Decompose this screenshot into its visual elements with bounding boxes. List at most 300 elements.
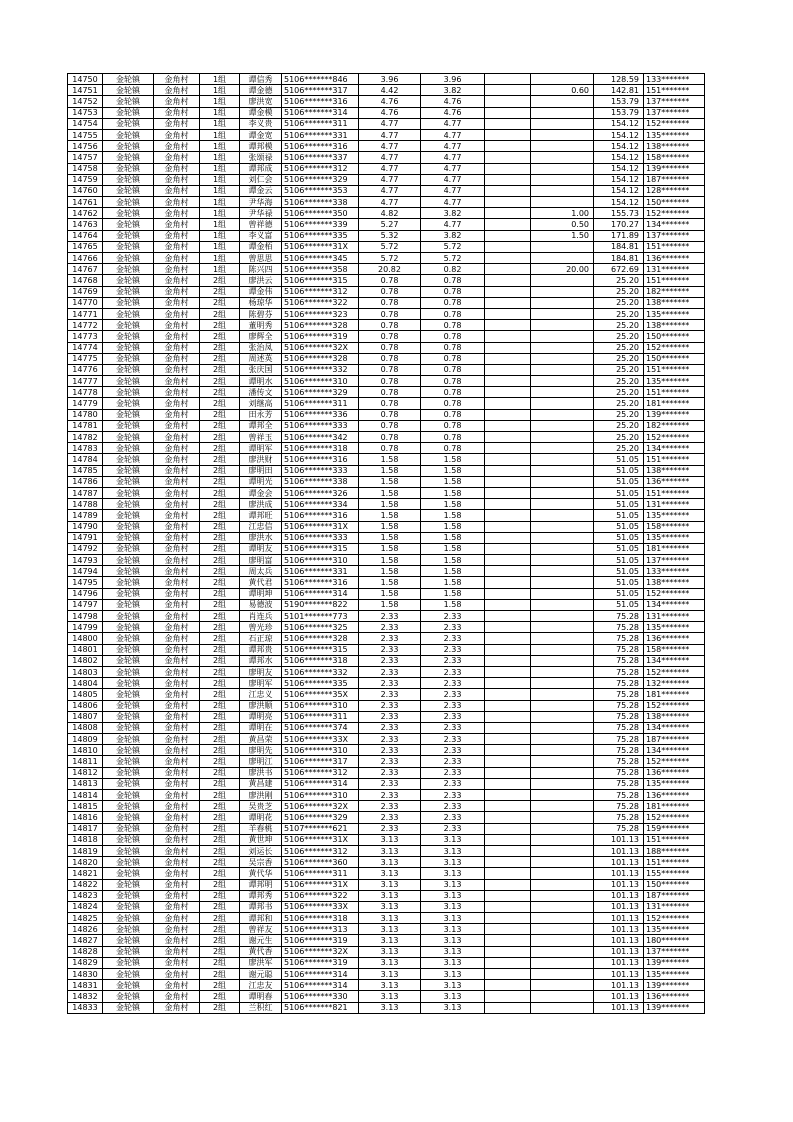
cell-group: 1组	[200, 163, 240, 174]
cell-area-c	[531, 331, 594, 342]
cell-group: 2组	[200, 1002, 240, 1013]
cell-phone: 139*******	[644, 980, 705, 991]
cell-area-c	[531, 969, 594, 980]
cell-town: 金轮镇	[103, 432, 154, 443]
cell-group: 1组	[200, 107, 240, 118]
cell-amount: 75.28	[594, 790, 644, 801]
cell-area-b	[485, 778, 531, 789]
cell-town: 金轮镇	[103, 129, 154, 140]
cell-name: 张治凤	[240, 342, 282, 353]
cell-area-a: 0.78	[421, 297, 485, 308]
cell-name: 廖洪书	[240, 767, 282, 778]
cell-phone: 136*******	[644, 991, 705, 1002]
cell-town: 金轮镇	[103, 241, 154, 252]
cell-id-number: 5106*******31X	[282, 834, 359, 845]
cell-total-area: 0.78	[359, 364, 421, 375]
cell-village: 金角村	[154, 342, 200, 353]
cell-amount: 25.20	[594, 420, 644, 431]
cell-area-a: 4.77	[421, 141, 485, 152]
cell-phone: 132*******	[644, 678, 705, 689]
table-row	[68, 935, 705, 946]
cell-row-number: 14784	[68, 454, 103, 465]
cell-group: 2组	[200, 666, 240, 677]
cell-total-area: 1.58	[359, 465, 421, 476]
cell-phone: 128*******	[644, 185, 705, 196]
cell-total-area: 0.78	[359, 387, 421, 398]
cell-village: 金角村	[154, 957, 200, 968]
cell-town: 金轮镇	[103, 331, 154, 342]
cell-town: 金轮镇	[103, 253, 154, 264]
cell-area-c	[531, 96, 594, 107]
cell-area-b	[485, 320, 531, 331]
cell-row-number: 14830	[68, 969, 103, 980]
cell-village: 金角村	[154, 129, 200, 140]
cell-area-c	[531, 197, 594, 208]
table-row	[68, 588, 705, 599]
cell-total-area: 2.33	[359, 722, 421, 733]
cell-row-number: 14824	[68, 901, 103, 912]
table-row	[68, 644, 705, 655]
cell-area-b	[485, 510, 531, 521]
cell-village: 金角村	[154, 230, 200, 241]
cell-area-a: 2.33	[421, 711, 485, 722]
cell-area-a: 2.33	[421, 611, 485, 622]
cell-group: 2组	[200, 924, 240, 935]
cell-village: 金角村	[154, 107, 200, 118]
cell-area-a: 3.82	[421, 230, 485, 241]
cell-area-c	[531, 868, 594, 879]
cell-name: 张庆国	[240, 364, 282, 375]
cell-town: 金轮镇	[103, 185, 154, 196]
cell-group: 1组	[200, 118, 240, 129]
cell-id-number: 5106*******374	[282, 722, 359, 733]
cell-total-area: 2.33	[359, 790, 421, 801]
cell-area-b	[485, 812, 531, 823]
data-table	[67, 73, 705, 1014]
cell-phone: 150*******	[644, 353, 705, 364]
cell-village: 金角村	[154, 141, 200, 152]
cell-row-number: 14791	[68, 532, 103, 543]
table-row	[68, 163, 705, 174]
cell-area-a: 0.78	[421, 443, 485, 454]
cell-amount: 25.20	[594, 286, 644, 297]
cell-row-number: 14800	[68, 633, 103, 644]
cell-group: 2组	[200, 957, 240, 968]
cell-amount: 25.20	[594, 398, 644, 409]
cell-id-number: 5106*******311	[282, 868, 359, 879]
cell-area-a: 3.13	[421, 868, 485, 879]
cell-amount: 51.05	[594, 543, 644, 554]
cell-area-a: 2.33	[421, 745, 485, 756]
cell-id-number: 5106*******310	[282, 376, 359, 387]
cell-total-area: 0.78	[359, 443, 421, 454]
cell-id-number: 5106*******326	[282, 487, 359, 498]
cell-phone: 135*******	[644, 510, 705, 521]
cell-group: 2组	[200, 543, 240, 554]
cell-amount: 25.20	[594, 320, 644, 331]
cell-area-a: 3.13	[421, 946, 485, 957]
cell-amount: 75.28	[594, 767, 644, 778]
cell-area-a: 4.77	[421, 152, 485, 163]
cell-group: 1组	[200, 241, 240, 252]
cell-id-number: 5106*******350	[282, 208, 359, 219]
table-row	[68, 790, 705, 801]
cell-area-a: 3.82	[421, 85, 485, 96]
cell-row-number: 14752	[68, 96, 103, 107]
cell-town: 金轮镇	[103, 543, 154, 554]
cell-area-c	[531, 107, 594, 118]
cell-id-number: 5106*******312	[282, 163, 359, 174]
cell-name: 张颂禄	[240, 152, 282, 163]
cell-group: 2组	[200, 409, 240, 420]
cell-phone: 138*******	[644, 141, 705, 152]
cell-group: 2组	[200, 555, 240, 566]
cell-group: 2组	[200, 935, 240, 946]
cell-amount: 128.59	[594, 74, 644, 85]
cell-area-a: 3.13	[421, 1002, 485, 1013]
cell-area-a: 1.58	[421, 454, 485, 465]
cell-village: 金角村	[154, 308, 200, 319]
cell-name: 兰积红	[240, 1002, 282, 1013]
cell-id-number: 5106*******329	[282, 387, 359, 398]
cell-amount: 51.05	[594, 465, 644, 476]
cell-amount: 154.12	[594, 174, 644, 185]
cell-name: 谭明花	[240, 812, 282, 823]
cell-total-area: 0.78	[359, 331, 421, 342]
cell-id-number: 5106*******318	[282, 443, 359, 454]
cell-group: 1组	[200, 152, 240, 163]
cell-group: 2组	[200, 532, 240, 543]
table-row	[68, 745, 705, 756]
table-row	[68, 521, 705, 532]
cell-total-area: 1.58	[359, 577, 421, 588]
cell-area-a: 1.58	[421, 499, 485, 510]
cell-row-number: 14794	[68, 566, 103, 577]
cell-id-number: 5106*******333	[282, 465, 359, 476]
cell-village: 金角村	[154, 678, 200, 689]
cell-area-a: 3.13	[421, 980, 485, 991]
cell-group: 2组	[200, 454, 240, 465]
cell-name: 廖洪水	[240, 532, 282, 543]
cell-total-area: 3.13	[359, 924, 421, 935]
cell-amount: 75.28	[594, 622, 644, 633]
cell-row-number: 14819	[68, 845, 103, 856]
cell-area-b	[485, 946, 531, 957]
cell-village: 金角村	[154, 890, 200, 901]
cell-row-number: 14803	[68, 666, 103, 677]
cell-name: 黄昌建	[240, 778, 282, 789]
cell-town: 金轮镇	[103, 342, 154, 353]
table-row	[68, 353, 705, 364]
cell-id-number: 5106*******310	[282, 700, 359, 711]
cell-town: 金轮镇	[103, 957, 154, 968]
cell-name: 谭邦明	[240, 879, 282, 890]
cell-area-c	[531, 152, 594, 163]
cell-total-area: 2.33	[359, 711, 421, 722]
cell-area-b	[485, 980, 531, 991]
cell-group: 2组	[200, 476, 240, 487]
cell-total-area: 3.13	[359, 913, 421, 924]
cell-amount: 51.05	[594, 588, 644, 599]
cell-phone: 158*******	[644, 152, 705, 163]
cell-group: 2组	[200, 510, 240, 521]
cell-amount: 75.28	[594, 655, 644, 666]
cell-total-area: 4.77	[359, 197, 421, 208]
table-row	[68, 555, 705, 566]
cell-amount: 25.20	[594, 376, 644, 387]
cell-area-b	[485, 241, 531, 252]
cell-amount: 142.81	[594, 85, 644, 96]
cell-area-b	[485, 353, 531, 364]
cell-total-area: 1.58	[359, 588, 421, 599]
cell-id-number: 5106*******33X	[282, 734, 359, 745]
cell-area-a: 3.13	[421, 857, 485, 868]
cell-area-c	[531, 409, 594, 420]
cell-town: 金轮镇	[103, 230, 154, 241]
cell-name: 曾祥友	[240, 924, 282, 935]
cell-id-number: 5106*******325	[282, 622, 359, 633]
cell-id-number: 5106*******313	[282, 924, 359, 935]
cell-amount: 51.05	[594, 476, 644, 487]
cell-area-a: 0.78	[421, 376, 485, 387]
cell-area-c	[531, 532, 594, 543]
cell-area-b	[485, 253, 531, 264]
cell-area-c	[531, 834, 594, 845]
cell-phone: 135*******	[644, 532, 705, 543]
cell-town: 金轮镇	[103, 118, 154, 129]
cell-area-b	[485, 443, 531, 454]
cell-id-number: 5106*******315	[282, 275, 359, 286]
cell-amount: 25.20	[594, 443, 644, 454]
cell-area-b	[485, 700, 531, 711]
cell-row-number: 14773	[68, 331, 103, 342]
cell-total-area: 2.33	[359, 734, 421, 745]
cell-area-c: 0.60	[531, 85, 594, 96]
cell-group: 2组	[200, 868, 240, 879]
cell-area-c	[531, 655, 594, 666]
cell-town: 金轮镇	[103, 722, 154, 733]
table-row	[68, 510, 705, 521]
table-row	[68, 901, 705, 912]
cell-name: 廖洪成	[240, 499, 282, 510]
cell-area-b	[485, 566, 531, 577]
cell-area-c	[531, 588, 594, 599]
cell-area-b	[485, 857, 531, 868]
cell-total-area: 1.58	[359, 510, 421, 521]
cell-group: 2组	[200, 812, 240, 823]
cell-name: 廖明江	[240, 756, 282, 767]
cell-name: 黄代香	[240, 946, 282, 957]
cell-group: 2组	[200, 711, 240, 722]
cell-id-number: 5106*******342	[282, 432, 359, 443]
cell-id-number: 5106*******319	[282, 331, 359, 342]
cell-area-a: 0.78	[421, 364, 485, 375]
cell-row-number: 14816	[68, 812, 103, 823]
table-row	[68, 969, 705, 980]
cell-area-c	[531, 286, 594, 297]
cell-group: 2组	[200, 398, 240, 409]
cell-id-number: 5106*******32X	[282, 801, 359, 812]
cell-village: 金角村	[154, 286, 200, 297]
cell-total-area: 0.78	[359, 409, 421, 420]
cell-row-number: 14813	[68, 778, 103, 789]
cell-id-number: 5106*******316	[282, 577, 359, 588]
cell-area-a: 0.78	[421, 353, 485, 364]
cell-area-c: 20.00	[531, 264, 594, 275]
table-row	[68, 118, 705, 129]
cell-group: 2组	[200, 577, 240, 588]
table-row	[68, 879, 705, 890]
cell-total-area: 20.82	[359, 264, 421, 275]
cell-row-number: 14779	[68, 398, 103, 409]
cell-area-b	[485, 611, 531, 622]
table-row	[68, 219, 705, 230]
cell-town: 金轮镇	[103, 890, 154, 901]
cell-town: 金轮镇	[103, 487, 154, 498]
cell-phone: 151*******	[644, 241, 705, 252]
cell-village: 金角村	[154, 499, 200, 510]
cell-id-number: 5106*******312	[282, 845, 359, 856]
cell-name: 尹华禄	[240, 208, 282, 219]
table-row	[68, 622, 705, 633]
cell-name: 江忠友	[240, 980, 282, 991]
cell-id-number: 5106*******316	[282, 96, 359, 107]
cell-amount: 101.13	[594, 901, 644, 912]
cell-village: 金角村	[154, 924, 200, 935]
cell-name: 廖明友	[240, 666, 282, 677]
cell-name: 石正琼	[240, 633, 282, 644]
cell-village: 金角村	[154, 74, 200, 85]
cell-row-number: 14781	[68, 420, 103, 431]
cell-total-area: 3.13	[359, 834, 421, 845]
cell-area-b	[485, 935, 531, 946]
cell-area-c	[531, 756, 594, 767]
cell-group: 2组	[200, 879, 240, 890]
cell-town: 金轮镇	[103, 320, 154, 331]
cell-area-c	[531, 398, 594, 409]
table-row	[68, 812, 705, 823]
cell-area-c	[531, 566, 594, 577]
cell-area-c	[531, 297, 594, 308]
cell-village: 金角村	[154, 331, 200, 342]
cell-total-area: 0.78	[359, 342, 421, 353]
cell-row-number: 14814	[68, 790, 103, 801]
table-row	[68, 297, 705, 308]
cell-area-a: 4.77	[421, 219, 485, 230]
cell-area-a: 1.58	[421, 521, 485, 532]
cell-town: 金轮镇	[103, 834, 154, 845]
cell-name: 谭明春	[240, 991, 282, 1002]
cell-total-area: 2.33	[359, 823, 421, 834]
cell-row-number: 14820	[68, 857, 103, 868]
cell-total-area: 3.13	[359, 980, 421, 991]
cell-town: 金轮镇	[103, 812, 154, 823]
cell-town: 金轮镇	[103, 924, 154, 935]
cell-row-number: 14777	[68, 376, 103, 387]
cell-name: 黄世坤	[240, 834, 282, 845]
table-row	[68, 655, 705, 666]
cell-town: 金轮镇	[103, 700, 154, 711]
cell-id-number: 5106*******331	[282, 566, 359, 577]
cell-area-b	[485, 197, 531, 208]
cell-group: 2组	[200, 331, 240, 342]
cell-amount: 153.79	[594, 107, 644, 118]
cell-village: 金角村	[154, 253, 200, 264]
cell-village: 金角村	[154, 510, 200, 521]
cell-group: 1组	[200, 253, 240, 264]
cell-total-area: 0.78	[359, 420, 421, 431]
table-row	[68, 890, 705, 901]
table-row	[68, 778, 705, 789]
cell-group: 2组	[200, 969, 240, 980]
cell-group: 2组	[200, 655, 240, 666]
cell-name: 谭明友	[240, 543, 282, 554]
cell-row-number: 14817	[68, 823, 103, 834]
cell-village: 金角村	[154, 532, 200, 543]
cell-group: 2组	[200, 845, 240, 856]
cell-village: 金角村	[154, 1002, 200, 1013]
cell-total-area: 3.96	[359, 74, 421, 85]
cell-row-number: 14818	[68, 834, 103, 845]
cell-area-a: 2.33	[421, 823, 485, 834]
cell-area-c	[531, 185, 594, 196]
cell-total-area: 2.33	[359, 767, 421, 778]
cell-group: 2组	[200, 745, 240, 756]
cell-group: 2组	[200, 432, 240, 443]
cell-area-b	[485, 398, 531, 409]
cell-area-c	[531, 991, 594, 1002]
cell-area-c	[531, 745, 594, 756]
cell-area-b	[485, 767, 531, 778]
cell-town: 金轮镇	[103, 454, 154, 465]
table-row	[68, 767, 705, 778]
table-row	[68, 957, 705, 968]
cell-name: 曾思思	[240, 253, 282, 264]
cell-total-area: 0.78	[359, 297, 421, 308]
cell-area-b	[485, 901, 531, 912]
cell-amount: 25.20	[594, 297, 644, 308]
table-row	[68, 443, 705, 454]
table-row	[68, 465, 705, 476]
cell-total-area: 4.77	[359, 129, 421, 140]
cell-town: 金轮镇	[103, 364, 154, 375]
cell-area-a: 2.33	[421, 722, 485, 733]
cell-phone: 134*******	[644, 722, 705, 733]
cell-total-area: 2.33	[359, 812, 421, 823]
cell-row-number: 14804	[68, 678, 103, 689]
cell-total-area: 4.82	[359, 208, 421, 219]
cell-id-number: 5106*******314	[282, 969, 359, 980]
cell-amount: 75.28	[594, 689, 644, 700]
table-row	[68, 432, 705, 443]
cell-row-number: 14780	[68, 409, 103, 420]
cell-area-a: 3.13	[421, 935, 485, 946]
cell-village: 金角村	[154, 174, 200, 185]
table-row	[68, 253, 705, 264]
cell-area-b	[485, 532, 531, 543]
cell-phone: 152*******	[644, 588, 705, 599]
cell-amount: 171.89	[594, 230, 644, 241]
cell-total-area: 3.13	[359, 935, 421, 946]
cell-total-area: 4.77	[359, 163, 421, 174]
cell-village: 金角村	[154, 767, 200, 778]
cell-id-number: 5106*******31X	[282, 521, 359, 532]
table-row	[68, 1002, 705, 1013]
cell-id-number: 5106*******337	[282, 152, 359, 163]
cell-name: 谭邦旺	[240, 510, 282, 521]
cell-total-area: 4.77	[359, 152, 421, 163]
cell-town: 金轮镇	[103, 308, 154, 319]
